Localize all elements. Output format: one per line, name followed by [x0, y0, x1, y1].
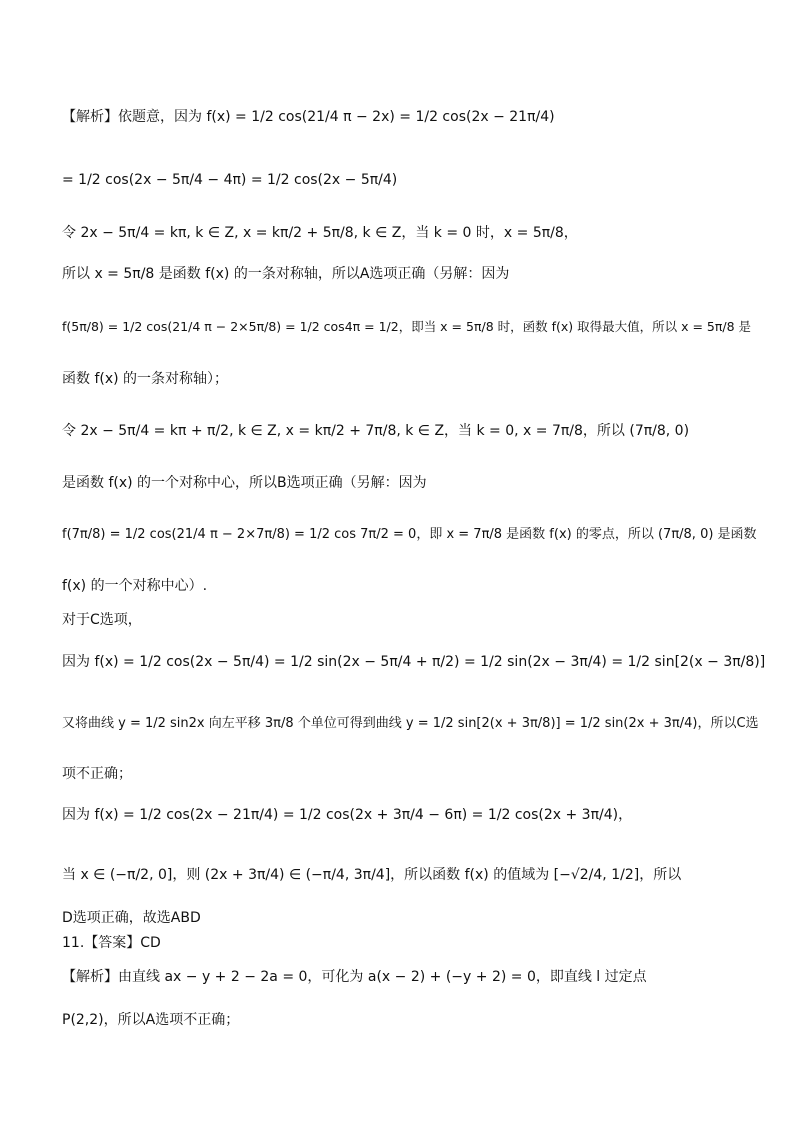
text-line-1: 【解析】依题意，因为 f(x) = 1/2 cos(21/4 π − 2x) = 1/2 cos(2x − 21π/4) [62, 109, 555, 125]
text-line-18: 11.【答案】CD [62, 935, 161, 951]
text-line-14: 项不正确； [62, 766, 132, 782]
text-line-4: 所以 x = 5π/8 是函数 f(x) 的一条对称轴，所以A选项正确（另解：因为 [62, 266, 510, 282]
text-line-5: f(5π/8) = 1/2 cos(21/4 π − 2×5π/8) = 1/2 cos4π = 1/2，即当 x = 5π/8 时，函数 f(x) 取得最大值，所以 x = 5π/8 是 [62, 319, 752, 334]
text-line-9: f(7π/8) = 1/2 cos(21/4 π − 2×7π/8) = 1/2 cos 7π/2 = 0，即 x = 7π/8 是函数 f(x) 的零点，所以 (7π/8, 0) 是函数 [62, 527, 757, 542]
text-line-19: 【解析】由直线 ax − y + 2 − 2a = 0，可化为 a(x − 2) + (−y + 2) = 0，即直线 l 过定点 [62, 969, 647, 985]
text-line-3: 令 2x − 5π/4 = kπ, k ∈ Z, x = kπ/2 + 5π/8, k ∈ Z，当 k = 0 时，x = 5π/8， [62, 225, 578, 241]
text-line-7: 令 2x − 5π/4 = kπ + π/2, k ∈ Z, x = kπ/2 + 7π/8, k ∈ Z，当 k = 0, x = 7π/8，所以 (7π/8, 0) [62, 423, 690, 439]
text-line-6: 函数 f(x) 的一条对称轴）； [62, 371, 229, 387]
text-line-16: 当 x ∈ (−π/2, 0]，则 (2x + 3π/4) ∈ (−π/4, 3π/4]，所以函数 f(x) 的值域为 [−√2/4, 1/2]，所以 [62, 867, 682, 883]
text-line-11: 对于C选项， [62, 612, 142, 628]
text-line-2: = 1/2 cos(2x − 5π/4 − 4π) = 1/2 cos(2x − 5π/4) [62, 172, 398, 188]
text-line-8: 是函数 f(x) 的一个对称中心，所以B选项正确（另解：因为 [62, 475, 427, 491]
text-line-17: D选项正确，故选ABD [62, 910, 201, 926]
text-line-13: 又将曲线 y = 1/2 sin2x 向左平移 3π/8 个单位可得到曲线 y = 1/2 sin[2(x + 3π/8)] = 1/2 sin(2x + 3π/4)，所以C选 [62, 716, 759, 731]
text-line-10: f(x) 的一个对称中心）. [62, 578, 208, 594]
text-line-20: P(2,2)，所以A选项不正确； [62, 1012, 240, 1028]
text-line-15: 因为 f(x) = 1/2 cos(2x − 21π/4) = 1/2 cos(2x + 3π/4 − 6π) = 1/2 cos(2x + 3π/4)， [62, 807, 633, 823]
text-line-12: 因为 f(x) = 1/2 cos(2x − 5π/4) = 1/2 sin(2x − 5π/4 + π/2) = 1/2 sin(2x − 3π/4) = 1/2 sin[2(x − 3π/8)] [62, 654, 766, 670]
